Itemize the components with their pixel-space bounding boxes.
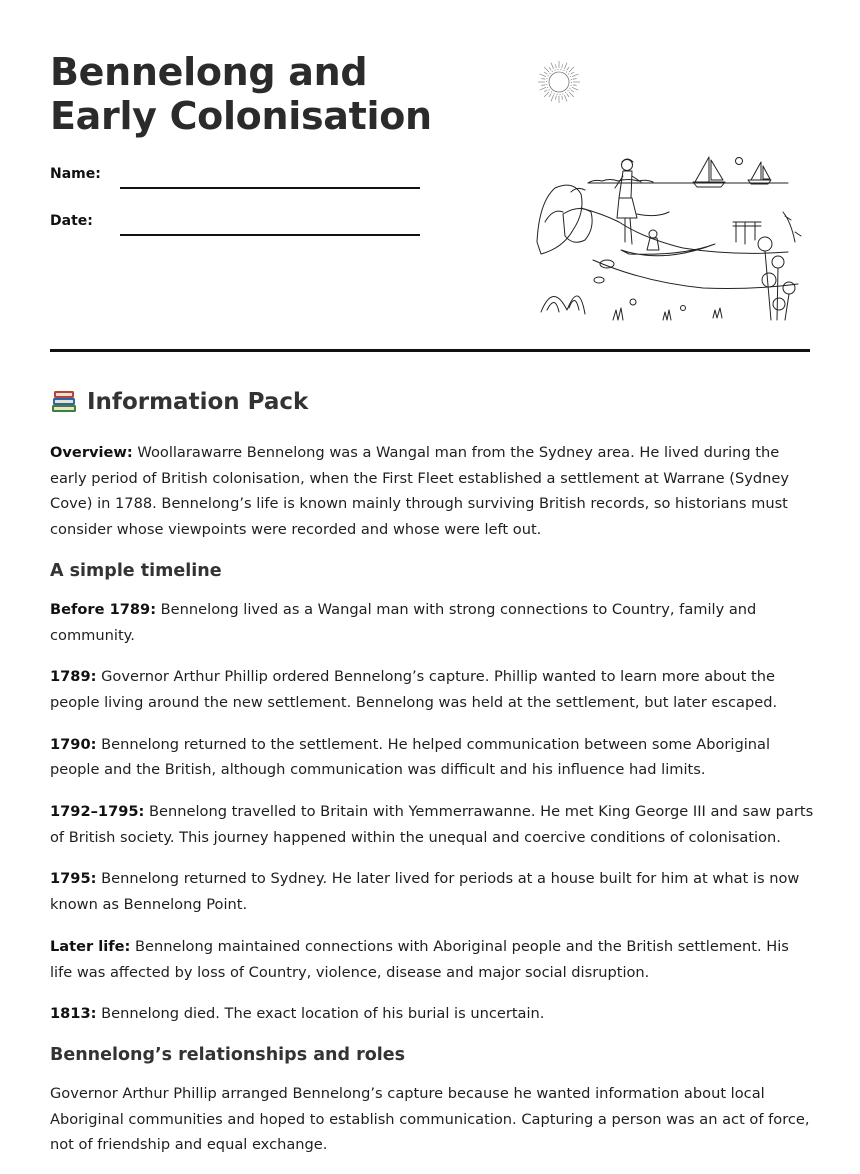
timeline-entry-label: 1789:: [50, 668, 97, 686]
harbour-scene-illustration: [533, 152, 805, 326]
books-icon: [50, 389, 78, 415]
timeline-entry-text: Governor Arthur Phillip ordered Bennelong’s capture. Phillip wanted to learn more about the people living around the new settlement. Bennelong was held at the settlement, but later escaped.: [50, 668, 778, 711]
timeline-entry-label: Before 1789:: [50, 600, 157, 618]
timeline-entry: [50, 866, 815, 917]
timeline-entry-text: Bennelong maintained connections with Aboriginal people and the British settlement. His life was affected by loss of Country, violence, disease and major social disruption.: [50, 937, 789, 981]
timeline-entry-text: Bennelong died. The exact location of his burial is uncertain.: [101, 1005, 545, 1023]
timeline-entry-text: Bennelong returned to Sydney. He later lived for periods at a house built for him at what is now known as Bennelong Point.: [50, 870, 800, 914]
timeline-entry-label: Later life:: [50, 937, 131, 955]
relationships-paragraph: Governor Arthur Phillip arranged Bennelong’s capture because he wanted information about local Aboriginal communities and hoped to establish communication. Capturing a person was an act of force, not of friendship and equal exchange.: [50, 1084, 810, 1154]
overview-paragraph: [50, 440, 815, 543]
date-label: Date:: [50, 213, 93, 229]
page-title: Bennelong and Early Colonisation: [50, 50, 432, 138]
overview-label: Overview:: [50, 444, 133, 461]
name-label: Name:: [50, 166, 101, 182]
timeline-entry: [50, 597, 815, 648]
name-write-line[interactable]: [120, 187, 420, 189]
date-write-line[interactable]: [120, 234, 420, 236]
timeline-entry-label: 1813:: [50, 1005, 97, 1023]
info-pack-heading: [50, 386, 815, 418]
timeline-heading: A simple timeline: [50, 560, 222, 581]
timeline-entry-text: Bennelong returned to the settlement. He helped communication between some Aboriginal people and the British, although communication was difficult and his influence had limits.: [50, 735, 771, 779]
date-field[interactable]: [50, 213, 430, 243]
timeline-entry-text: Bennelong travelled to Britain with Yemmerrawanne. He met King George III and saw parts of British society. This journey happened within the unequal and coercive conditions of colonisation.: [50, 803, 814, 846]
timeline-entry: [50, 732, 815, 783]
header-divider: [50, 349, 810, 352]
timeline-entry-label: 1790:: [50, 735, 97, 753]
relationships-heading: Bennelong’s relationships and roles: [50, 1044, 406, 1065]
timeline-entry: [50, 799, 815, 850]
overview-text: Woollarawarre Bennelong was a Wangal man from the Sydney area. He lived during the early period of British colonisation, when the First Fleet established a settlement at Warrane (Sydney Cove) in 1788. Bennelong’s life is known mainly through surviving British records, so historians must consider whose viewpoints were recorded and whose were left out.: [50, 444, 790, 539]
timeline-entry-text: Bennelong lived as a Wangal man with strong connections to Country, family and community.: [50, 600, 757, 644]
timeline-entry: [50, 934, 815, 985]
timeline-entry: [50, 1001, 815, 1027]
information-pack: [50, 386, 815, 1174]
timeline-entry: [50, 664, 815, 715]
timeline-entry-label: 1795:: [50, 870, 97, 888]
timeline-entry-label: 1792–1795:: [50, 803, 145, 821]
info-pack-title: Information Pack: [87, 389, 309, 415]
name-field[interactable]: [50, 166, 430, 196]
sun-icon: [537, 60, 581, 104]
